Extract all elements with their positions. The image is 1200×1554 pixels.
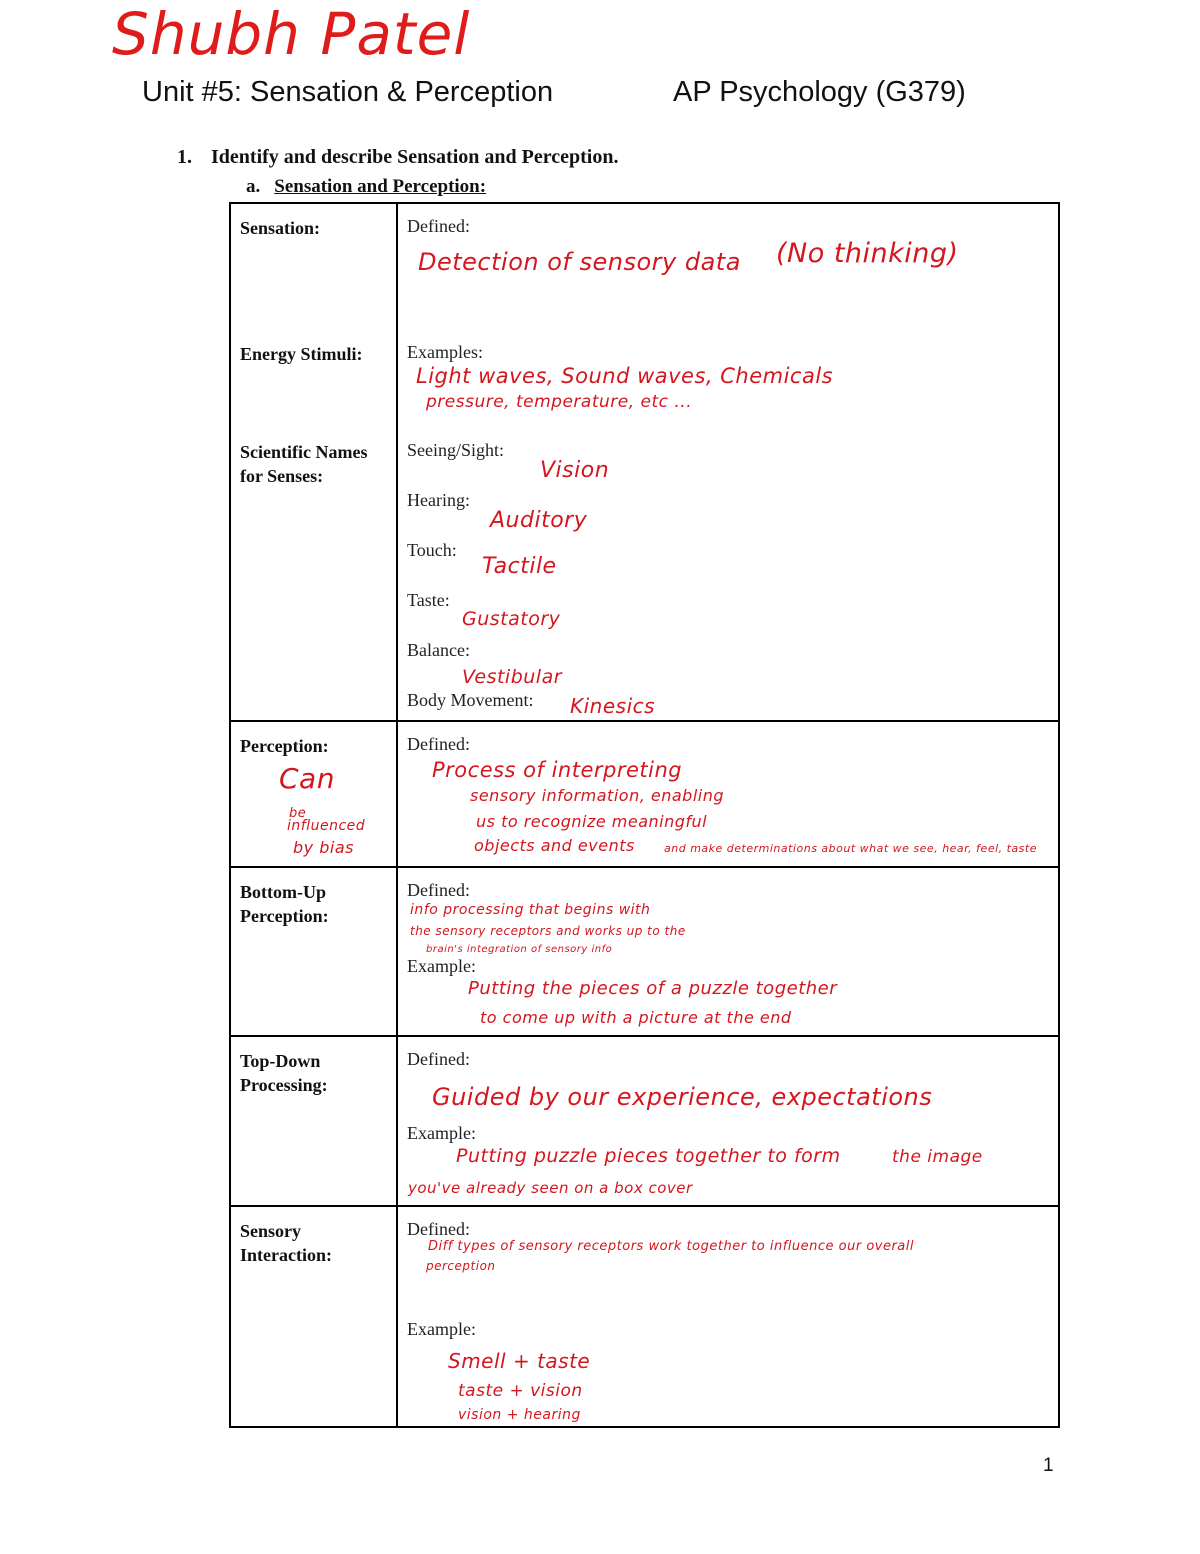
sensory-interaction-example-line-1: Smell + taste <box>448 1349 591 1373</box>
sensory-interaction-defined-line-1: Diff types of sensory receptors work together to influence our overall <box>428 1239 914 1254</box>
perception-defined-line-4: objects and events <box>474 836 635 855</box>
sensory-interaction-label: Sensory Interaction: <box>240 1221 332 1265</box>
top-down-defined-label: Defined: <box>407 1049 470 1069</box>
perception-defined-label: Defined: <box>407 734 470 754</box>
sensation-content-cell <box>397 203 1059 721</box>
perception-defined-line-2: sensory information, enabling <box>470 786 725 805</box>
course-title: AP Psychology (G379) <box>673 76 966 108</box>
sense-seeing-label: Seeing/Sight: <box>407 440 505 460</box>
sense-body-movement-answer: Kinesics <box>570 694 656 718</box>
table-row-top-down <box>230 1036 1059 1206</box>
sensation-note: (No thinking) <box>776 238 959 269</box>
top-down-label: Top-Down Processing: <box>240 1051 328 1095</box>
table-row-sensation <box>230 203 1059 721</box>
sensory-interaction-label-cell <box>230 1206 397 1427</box>
question-1a <box>246 176 486 198</box>
sense-touch-answer: Tactile <box>482 554 557 579</box>
question-text: Identify and describe Sensation and Perception. <box>211 146 619 168</box>
top-down-content-cell <box>397 1036 1059 1206</box>
sensation-defined-answer: Detection of sensory data <box>418 248 741 276</box>
sensory-interaction-content-cell <box>397 1206 1059 1427</box>
examples-answer-line-1: Light waves, Sound waves, Chemicals <box>416 364 834 388</box>
perception-content-cell <box>397 721 1059 867</box>
bottom-up-example-line-1: Putting the pieces of a puzzle together <box>468 978 838 999</box>
top-down-defined-answer: Guided by our experience, expectations <box>432 1083 933 1111</box>
sensation-label: Sensation: <box>240 218 321 238</box>
sense-taste-answer: Gustatory <box>462 608 561 630</box>
bottom-up-defined-line-2: the sensory receptors and works up to the <box>410 924 686 938</box>
bottom-up-defined-line-1: info processing that begins with <box>410 902 651 918</box>
sense-body-movement-label: Body Movement: <box>407 690 534 710</box>
sense-taste-label: Taste: <box>407 590 450 610</box>
perception-note-line-4: by bias <box>293 838 354 857</box>
page-number: 1 <box>1043 1455 1054 1476</box>
handwritten-student-name: Shubh Patel <box>112 0 471 68</box>
bottom-up-label-cell <box>230 867 397 1036</box>
sense-seeing-answer: Vision <box>540 458 610 483</box>
bottom-up-defined-line-3: brain's integration of sensory info <box>426 944 613 955</box>
perception-note-line-3: influenced <box>287 818 366 834</box>
sensory-interaction-example-label: Example: <box>407 1319 476 1339</box>
top-down-example-line-2: you've already seen on a box cover <box>408 1179 693 1197</box>
perception-defined-line-1: Process of interpreting <box>432 758 683 782</box>
bottom-up-example-label: Example: <box>407 956 476 976</box>
bottom-up-label: Bottom-Up Perception: <box>240 882 329 926</box>
perception-note-line-1: Can <box>279 762 335 795</box>
question-number: 1. <box>177 146 192 168</box>
bottom-up-content-cell <box>397 867 1059 1036</box>
energy-stimuli-label: Energy Stimuli: <box>240 344 363 364</box>
perception-note-line-2: be <box>289 806 307 821</box>
top-down-example-line-1: Putting puzzle pieces together to form <box>456 1145 841 1167</box>
perception-defined-tail: and make determinations about what we see, hear, feel, taste <box>664 842 1037 855</box>
question-1 <box>177 146 618 169</box>
sense-balance-answer: Vestibular <box>462 666 563 688</box>
sensation-label-cell <box>230 203 397 721</box>
sensory-interaction-defined-label: Defined: <box>407 1219 470 1239</box>
scientific-names-label: Scientific Names for Senses: <box>240 442 368 486</box>
sensory-interaction-example-line-2: taste + vision <box>458 1381 583 1401</box>
examples-answer-line-2: pressure, temperature, etc ... <box>426 392 693 412</box>
unit-title: Unit #5: Sensation & Perception <box>142 76 554 108</box>
table-row-perception <box>230 721 1059 867</box>
sub-heading: Sensation and Perception: <box>274 176 487 197</box>
sense-touch-label: Touch: <box>407 540 457 560</box>
table-row-bottom-up <box>230 867 1059 1036</box>
sensory-interaction-example-line-3: vision + hearing <box>458 1407 581 1423</box>
table-row-sensory-interaction <box>230 1206 1059 1427</box>
bottom-up-example-line-2: to come up with a picture at the end <box>480 1008 792 1027</box>
sense-hearing-label: Hearing: <box>407 490 470 510</box>
perception-label: Perception: <box>240 736 329 756</box>
bottom-up-defined-label: Defined: <box>407 880 470 900</box>
perception-defined-line-3: us to recognize meaningful <box>476 812 708 831</box>
sensory-interaction-defined-line-2: perception <box>426 1259 496 1273</box>
perception-label-cell <box>230 721 397 867</box>
worksheet-table <box>229 202 1060 1428</box>
top-down-label-cell <box>230 1036 397 1206</box>
sense-hearing-answer: Auditory <box>490 508 588 533</box>
sense-balance-label: Balance: <box>407 640 470 660</box>
top-down-example-label: Example: <box>407 1123 476 1143</box>
examples-label: Examples: <box>407 342 483 362</box>
sensation-defined-label: Defined: <box>407 216 470 236</box>
top-down-example-line-1b: the image <box>892 1147 983 1167</box>
sub-letter: a. <box>246 176 261 197</box>
